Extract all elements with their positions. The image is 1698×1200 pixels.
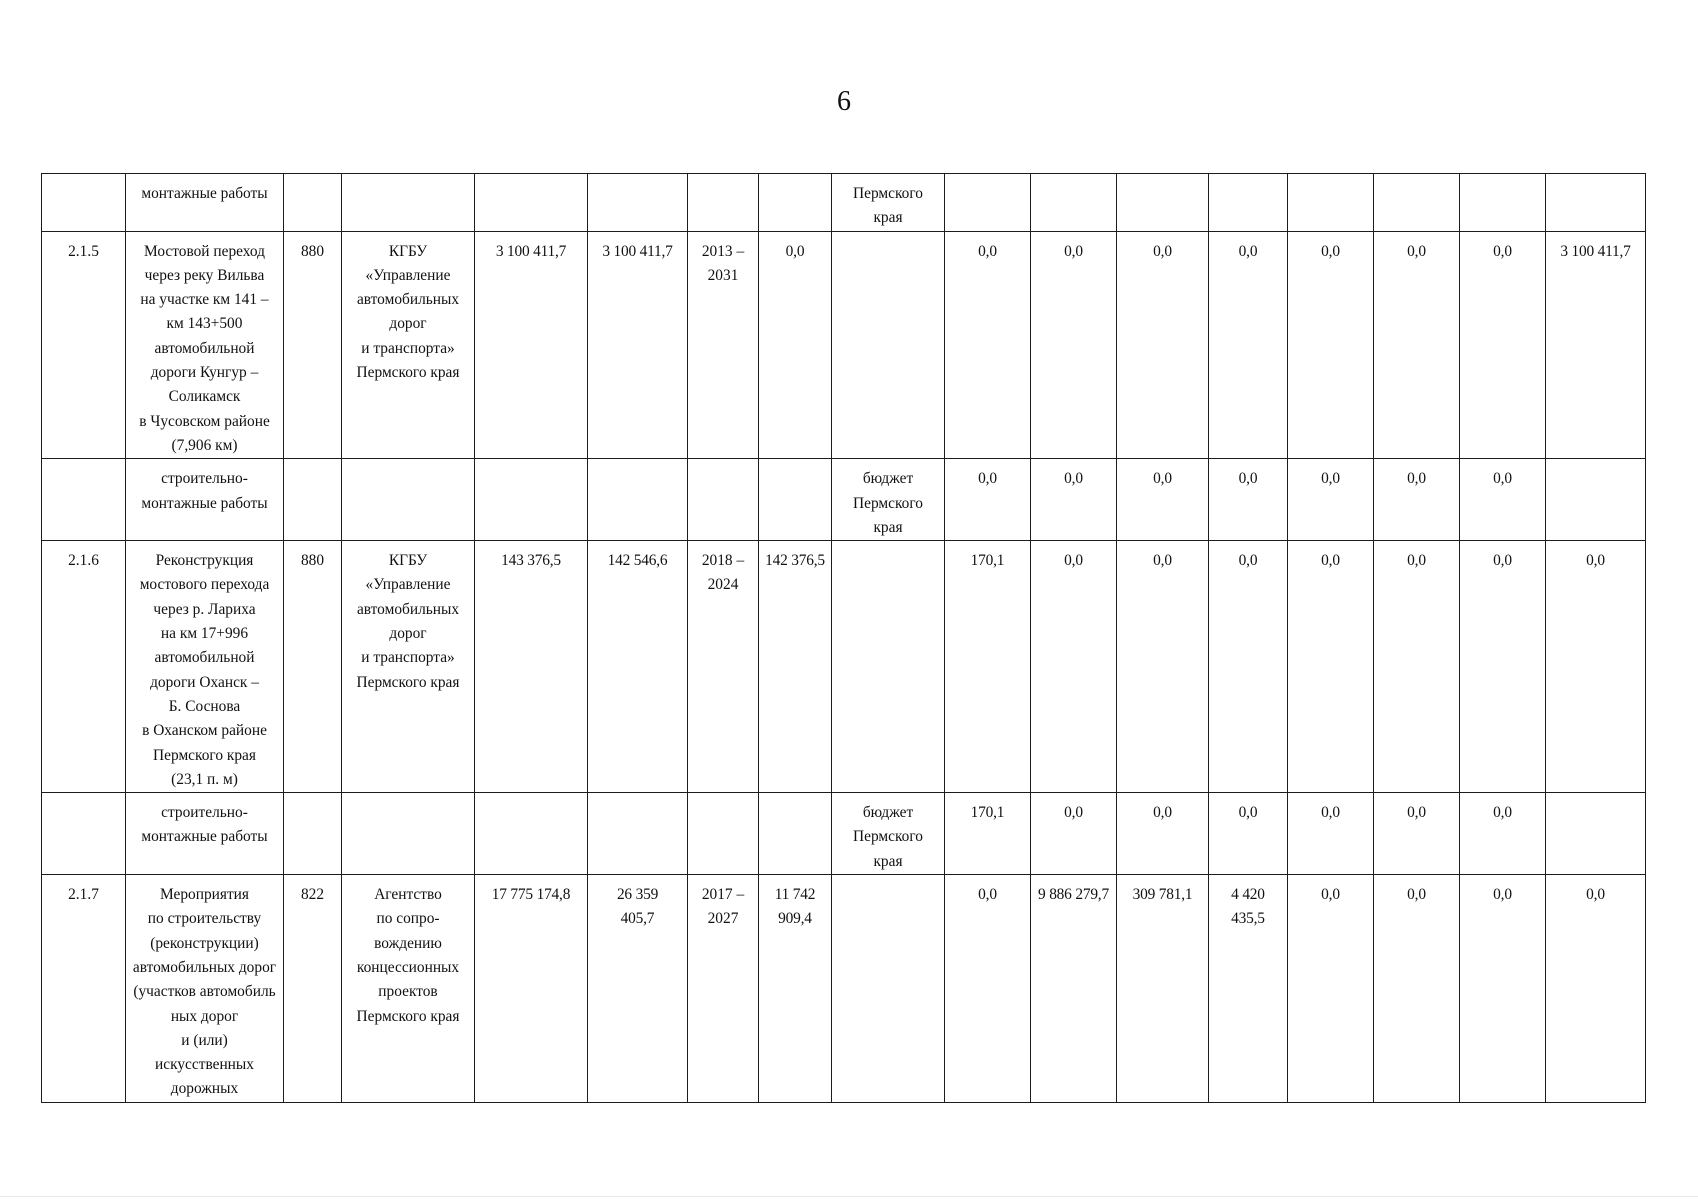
year7-cell: 0,0: [1460, 459, 1546, 541]
estimated-cost-cell: 142 546,6: [588, 541, 688, 793]
source-cell: [832, 875, 945, 1103]
year1-cell: 0,0: [945, 875, 1031, 1103]
period-cell: [688, 459, 759, 541]
executor-cell: [342, 793, 475, 875]
executor-cell: Агентство по сопро- вождению концессионных проектов Пермского края: [342, 875, 475, 1103]
year6-cell: 0,0: [1374, 231, 1460, 459]
year5-cell: 0,0: [1288, 541, 1374, 793]
total-cost-cell: [475, 793, 588, 875]
year4-cell: 0,0: [1209, 541, 1288, 793]
item-name-cell: монтажные работы: [126, 174, 284, 232]
financed-cell: 11 742 909,4: [759, 875, 832, 1103]
year6-cell: 0,0: [1374, 541, 1460, 793]
year7-cell: 0,0: [1460, 793, 1546, 875]
year5-cell: [1288, 174, 1374, 232]
remainder-cell: 0,0: [1546, 875, 1646, 1103]
page-number: 6: [837, 86, 851, 117]
source-cell: бюджет Пермского края: [832, 793, 945, 875]
total-cost-cell: 3 100 411,7: [475, 231, 588, 459]
total-cost-cell: [475, 174, 588, 232]
item-number-cell: 2.1.7: [42, 875, 126, 1103]
executor-cell: КГБУ «Управление автомобильных дорог и транспорта» Пермского края: [342, 231, 475, 459]
year3-cell: 0,0: [1117, 459, 1209, 541]
executor-cell: КГБУ «Управление автомобильных дорог и транспорта» Пермского края: [342, 541, 475, 793]
estimated-cost-cell: [588, 174, 688, 232]
year1-cell: 170,1: [945, 793, 1031, 875]
year2-cell: 0,0: [1031, 459, 1117, 541]
year3-cell: 309 781,1: [1117, 875, 1209, 1103]
year3-cell: 0,0: [1117, 541, 1209, 793]
period-cell: 2018 – 2024: [688, 541, 759, 793]
year2-cell: 9 886 279,7: [1031, 875, 1117, 1103]
year2-cell: 0,0: [1031, 231, 1117, 459]
item-name-cell: Реконструкция мостового перехода через р. Лариха на км 17+996 автомобильной дороги Оханск – Б. Соснова в Оханском районе Пермского края (23,1 п. м): [126, 541, 284, 793]
page-edge-line: [0, 1196, 1698, 1197]
table-row: [42, 875, 1646, 1103]
year1-cell: 0,0: [945, 459, 1031, 541]
item-name-cell: строительно- монтажные работы: [126, 793, 284, 875]
source-cell: [832, 231, 945, 459]
financed-cell: [759, 459, 832, 541]
code-cell: 822: [284, 875, 342, 1103]
year6-cell: 0,0: [1374, 459, 1460, 541]
table-row: [42, 459, 1646, 541]
year6-cell: 0,0: [1374, 793, 1460, 875]
item-name-cell: Мостовой переход через реку Вильва на участке км 141 – км 143+500 автомобильной дороги Кунгур – Соликамск в Чусовском районе (7,906 км): [126, 231, 284, 459]
year3-cell: 0,0: [1117, 231, 1209, 459]
item-number-cell: 2.1.5: [42, 231, 126, 459]
item-number-cell: 2.1.6: [42, 541, 126, 793]
code-cell: [284, 174, 342, 232]
estimated-cost-cell: 3 100 411,7: [588, 231, 688, 459]
year4-cell: [1209, 174, 1288, 232]
financed-cell: 142 376,5: [759, 541, 832, 793]
year3-cell: 0,0: [1117, 793, 1209, 875]
remainder-cell: 0,0: [1546, 541, 1646, 793]
table-row: [42, 231, 1646, 459]
table-row: [42, 793, 1646, 875]
remainder-cell: [1546, 793, 1646, 875]
item-name-cell: строительно- монтажные работы: [126, 459, 284, 541]
executor-cell: [342, 459, 475, 541]
remainder-cell: [1546, 174, 1646, 232]
year2-cell: 0,0: [1031, 793, 1117, 875]
year6-cell: [1374, 174, 1460, 232]
year5-cell: 0,0: [1288, 459, 1374, 541]
year7-cell: 0,0: [1460, 875, 1546, 1103]
code-cell: 880: [284, 231, 342, 459]
source-cell: [832, 541, 945, 793]
year2-cell: 0,0: [1031, 541, 1117, 793]
financed-cell: 0,0: [759, 231, 832, 459]
estimated-cost-cell: [588, 459, 688, 541]
year4-cell: 0,0: [1209, 231, 1288, 459]
year5-cell: 0,0: [1288, 875, 1374, 1103]
total-cost-cell: [475, 459, 588, 541]
code-cell: [284, 459, 342, 541]
year7-cell: 0,0: [1460, 541, 1546, 793]
year1-cell: [945, 174, 1031, 232]
year6-cell: 0,0: [1374, 875, 1460, 1103]
estimated-cost-cell: 26 359 405,7: [588, 875, 688, 1103]
financed-cell: [759, 174, 832, 232]
source-cell: бюджет Пермского края: [832, 459, 945, 541]
code-cell: 880: [284, 541, 342, 793]
year4-cell: 0,0: [1209, 459, 1288, 541]
item-number-cell: [42, 174, 126, 232]
year5-cell: 0,0: [1288, 793, 1374, 875]
year1-cell: 0,0: [945, 231, 1031, 459]
item-number-cell: [42, 459, 126, 541]
item-number-cell: [42, 793, 126, 875]
table-row: [42, 174, 1646, 232]
period-cell: 2013 – 2031: [688, 231, 759, 459]
year1-cell: 170,1: [945, 541, 1031, 793]
table-row: [42, 541, 1646, 793]
year2-cell: [1031, 174, 1117, 232]
year4-cell: 0,0: [1209, 793, 1288, 875]
remainder-cell: [1546, 459, 1646, 541]
period-cell: [688, 793, 759, 875]
item-name-cell: Мероприятия по строительству (реконструкции) автомобильных дорог (участков автомобиль ных дорог и (или) искусственных дорожных: [126, 875, 284, 1103]
remainder-cell: 3 100 411,7: [1546, 231, 1646, 459]
year5-cell: 0,0: [1288, 231, 1374, 459]
estimated-cost-cell: [588, 793, 688, 875]
year4-cell: 4 420 435,5: [1209, 875, 1288, 1103]
year7-cell: [1460, 174, 1546, 232]
total-cost-cell: 143 376,5: [475, 541, 588, 793]
period-cell: 2017 – 2027: [688, 875, 759, 1103]
year3-cell: [1117, 174, 1209, 232]
source-cell: Пермского края: [832, 174, 945, 232]
period-cell: [688, 174, 759, 232]
executor-cell: [342, 174, 475, 232]
year7-cell: 0,0: [1460, 231, 1546, 459]
total-cost-cell: 17 775 174,8: [475, 875, 588, 1103]
table-body: [42, 174, 1646, 1103]
budget-table: [41, 173, 1646, 1103]
code-cell: [284, 793, 342, 875]
financed-cell: [759, 793, 832, 875]
